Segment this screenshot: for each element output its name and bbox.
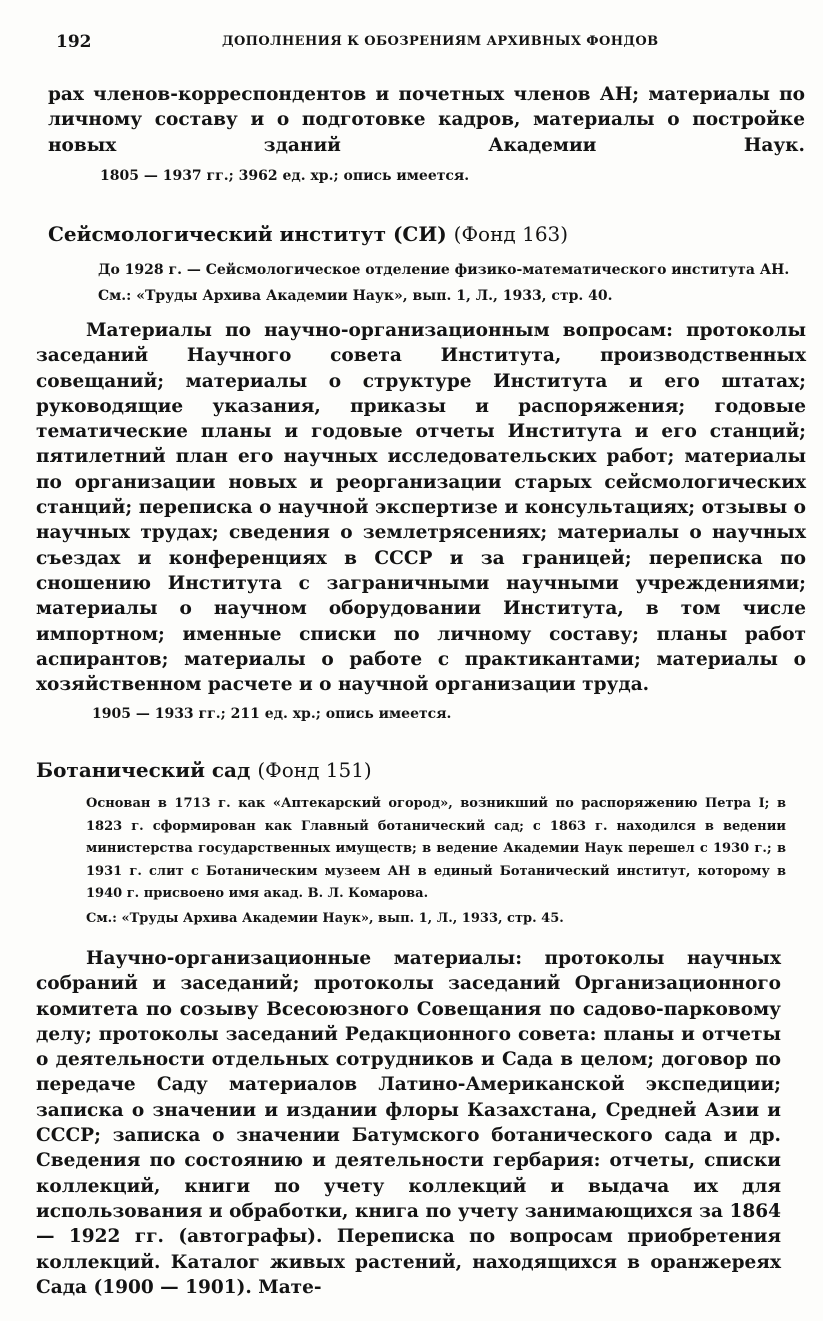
section-note-history: Основан в 1713 г. как «Аптекарский огород», возникший по распоряжению Петра I; в 1823 г. сформирован как Главный ботанический сад; с 1863 г. находился в ведении министерства государственных имуществ; в ведение Академии Наук перешел с 1930 г.; в 1931 г. слит с Ботаническим музеем АН в единый Ботанический институт, которому в 1940 г. присвоено имя акад. В. Л. Комарова. (86, 796, 786, 901)
section-note-history: До 1928 г. — Сейсмологическое отделение физико-математического института АН. (98, 262, 790, 278)
section-note-reference: См.: «Труды Архива Академии Наук», вып. 1, Л., 1933, стр. 45. (86, 911, 564, 926)
section-title-text: Ботанический сад (36, 758, 251, 782)
section-title-seismology (48, 222, 568, 246)
section-title-text: Сейсмологический институт (СИ) (48, 222, 447, 246)
running-title: ДОПОЛНЕНИЯ К ОБОЗРЕНИЯМ АРХИВНЫХ ФОНДОВ (222, 34, 659, 49)
intro-paragraph (48, 82, 805, 158)
page-number: 192 (56, 32, 92, 52)
intro-meta: 1805 — 1937 гг.; 3962 ед. хр.; опись имеется. (100, 168, 470, 184)
section-body-botanical: Научно-организационные материалы: протоколы научных собраний и заседаний; протоколы заседаний Организационного комитета по созыву Всесоюзного Совещания по садово-парковому делу; протоколы заседаний Редакционного совета: планы и отчеты о деятельности отдельных сотрудников и Сада в целом; договор по передаче Саду материалов Латино-Американской экспедиции; записка о значении и издании флоры Казахстана, Средней Азии и СССР; записка о значении Батумского ботанического сада и др. Сведения по состоянию и деятельности гербария: отчеты, списки коллекций, книги по учету коллекций и выдача их для использования и обработки, книга по учету занимающихся за 1864 — 1922 гг. (автографы). Переписка по вопросам приобретения коллекций. Каталог живых растений, находящихся в оранжереях Сада (1900 — 1901). Мате- (36, 948, 781, 1298)
fond-number: (Фонд 151) (257, 758, 372, 782)
section-title-botanical (36, 758, 372, 782)
fond-number: (Фонд 163) (453, 222, 569, 246)
section-meta-seismology: 1905 — 1933 гг.; 211 ед. хр.; опись имеется. (92, 706, 452, 722)
intro-text: рах членов-корреспондентов и почетных членов АН; материалы по личному составу и о подготовке кадров, материалы о постройке новых зданий Академии Наук. (48, 84, 805, 156)
section-note-reference: См.: «Труды Архива Академии Наук», вып. 1, Л., 1933, стр. 40. (98, 288, 613, 304)
section-body-seismology: Материалы по научно-организационным вопросам: протоколы заседаний Научного совета Института, производственных совещаний; материалы о структуре Института и его штатах; руководящие указания, приказы и распоряжения; годовые тематические планы и годовые отчеты Института и его станций; пятилетний план его научных исследовательских работ; материалы по организации новых и реорганизации старых сейсмологических станций; переписка о научной экспертизе и консультациях; отзывы о научных трудах; сведения о землетрясениях; материалы о научных съездах и конференциях в СССР и за границей; переписка по сношению Института с заграничными научными учреждениями; материалы о научном оборудовании Института, в том числе импортном; именные списки по личному составу; планы работ аспирантов; материалы о работе с практикантами; материалы о хозяйственном расчете и о научной организации труда. (36, 320, 806, 696)
